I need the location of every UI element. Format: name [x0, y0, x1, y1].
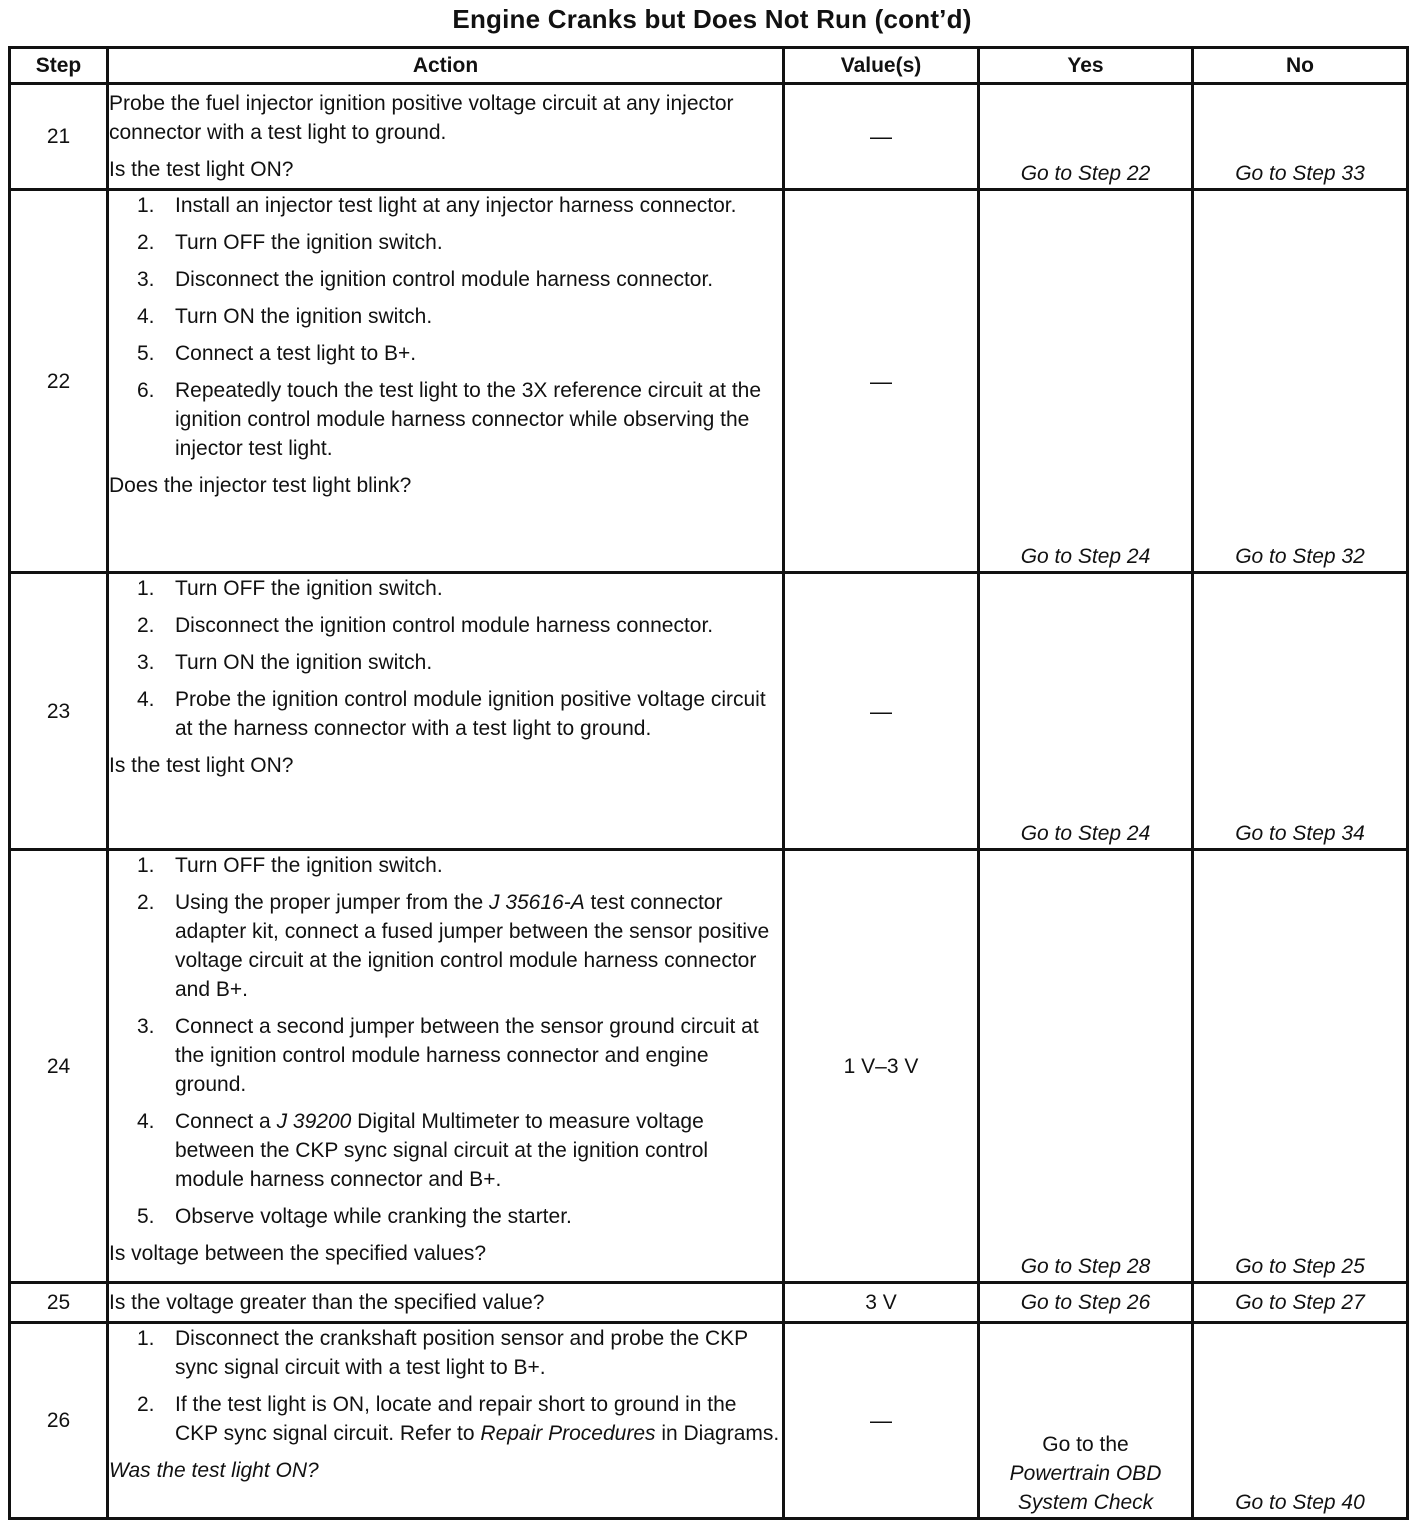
item-text: Probe the ignition control module ignition positive voltage circuit at the harness connector with a test light to ground. [175, 688, 766, 740]
item-text: Turn OFF the ignition switch. [175, 231, 443, 254]
no-result: Go to Step 32 [1193, 190, 1408, 573]
list-item [109, 1390, 782, 1448]
value-cell: 3 V [784, 1283, 979, 1323]
action-cell [108, 1283, 784, 1323]
item-number: 2. [137, 1393, 155, 1416]
table-row [10, 1283, 1408, 1323]
action-cell [108, 850, 784, 1283]
yes-result-line: System Check [1017, 1491, 1154, 1514]
item-number: 3. [137, 1015, 155, 1038]
item-number: 2. [137, 614, 155, 637]
value-cell: 1 V–3 V [784, 850, 979, 1283]
item-text: If the test light is ON, locate and repair short to ground in the CKP sync signal circuit. Refer to [175, 1393, 737, 1445]
list-item [109, 1202, 782, 1231]
item-text: Using the proper jumper from the [175, 891, 489, 914]
header-values: Value(s) [784, 48, 979, 84]
action-question: Does the injector test light blink? [109, 474, 412, 497]
table-row [10, 84, 1408, 190]
item-text: Turn OFF the ignition switch. [175, 854, 443, 877]
table-row [10, 850, 1408, 1283]
tool-reference: J 35616-A [488, 891, 585, 914]
list-item [109, 1107, 782, 1194]
tool-reference: J 39200 [276, 1110, 352, 1133]
value-cell: — [784, 1323, 979, 1519]
action-question: Was the test light ON? [109, 1459, 319, 1482]
step-number: 22 [10, 190, 108, 573]
step-number: 21 [10, 84, 108, 190]
list-item [109, 611, 782, 640]
table-row [10, 190, 1408, 573]
item-text: Disconnect the crankshaft position sensor and probe the CKP sync signal circuit with a test light to B+. [175, 1327, 748, 1379]
item-text: Turn OFF the ignition switch. [175, 577, 443, 600]
no-result: Go to Step 25 [1193, 850, 1408, 1283]
list-item [109, 191, 782, 220]
item-text: Turn ON the ignition switch. [175, 651, 433, 674]
yes-result: Go to Step 26 [979, 1283, 1193, 1323]
item-number: 3. [137, 651, 155, 674]
step-number: 26 [10, 1323, 108, 1519]
list-item [109, 1324, 782, 1382]
item-number: 3. [137, 268, 155, 291]
yes-result [979, 1323, 1193, 1519]
action-text: Probe the fuel injector ignition positive voltage circuit at any injector connector with a test light to ground. [109, 92, 734, 144]
no-result: Go to Step 27 [1193, 1283, 1408, 1323]
step-number: 25 [10, 1283, 108, 1323]
action-question: Is the voltage greater than the specified value? [109, 1291, 545, 1314]
item-number: 1. [137, 194, 155, 217]
list-item [109, 685, 782, 743]
list-item [109, 648, 782, 677]
item-text: Turn ON the ignition switch. [175, 305, 433, 328]
diagnostic-table [8, 46, 1409, 1520]
list-item [109, 228, 782, 257]
item-number: 2. [137, 231, 155, 254]
yes-result: Go to Step 22 [979, 84, 1193, 190]
item-text: Connect a [175, 1110, 277, 1133]
list-item [109, 339, 782, 368]
header-yes: Yes [979, 48, 1193, 84]
item-text: Disconnect the ignition control module harness connector. [175, 614, 714, 637]
item-text: Disconnect the ignition control module harness connector. [175, 268, 714, 291]
step-number: 23 [10, 573, 108, 850]
action-cell [108, 84, 784, 190]
item-number: 2. [137, 891, 155, 914]
list-item [109, 376, 782, 463]
item-number: 1. [137, 854, 155, 877]
item-text: Repeatedly touch the test light to the 3X reference circuit at the ignition control module harness connector while observing the injector test light. [175, 379, 762, 460]
action-question: Is the test light ON? [109, 158, 294, 181]
reference-link-text: Repair Procedures [480, 1422, 656, 1445]
action-steps [109, 1324, 782, 1448]
no-result: Go to Step 40 [1193, 1323, 1408, 1519]
yes-result: Go to Step 24 [979, 190, 1193, 573]
item-number: 4. [137, 1110, 155, 1133]
value-cell: — [784, 190, 979, 573]
table-row [10, 1323, 1408, 1519]
item-number: 1. [137, 577, 155, 600]
header-action: Action [108, 48, 784, 84]
item-number: 6. [137, 379, 155, 402]
no-result: Go to Step 34 [1193, 573, 1408, 850]
item-text: in Diagrams. [655, 1422, 780, 1445]
action-question: Is voltage between the specified values? [109, 1242, 487, 1265]
list-item [109, 851, 782, 880]
table-row [10, 573, 1408, 850]
item-text: test connector adapter kit, connect a fused jumper between the sensor positive voltage circuit at the ignition control module harness connector and B+. [175, 891, 770, 1001]
item-number: 5. [137, 342, 155, 365]
action-cell [108, 190, 784, 573]
no-result: Go to Step 33 [1193, 84, 1408, 190]
list-item [109, 265, 782, 294]
action-steps [109, 191, 782, 463]
yes-result: Go to Step 28 [979, 850, 1193, 1283]
action-question: Is the test light ON? [109, 754, 294, 777]
item-text: Connect a test light to B+. [175, 342, 417, 365]
value-cell: — [784, 573, 979, 850]
action-steps [109, 851, 782, 1231]
item-text: Connect a second jumper between the sensor ground circuit at the ignition control module harness connector and engine ground. [175, 1015, 759, 1096]
item-text: Observe voltage while cranking the starter. [175, 1205, 572, 1228]
yes-result-line: Powertrain OBD [1009, 1462, 1162, 1485]
item-number: 1. [137, 1327, 155, 1350]
list-item [109, 1012, 782, 1099]
item-number: 5. [137, 1205, 155, 1228]
action-cell [108, 1323, 784, 1519]
list-item [109, 574, 782, 603]
yes-result-line: Go to the [1042, 1433, 1129, 1456]
step-number: 24 [10, 850, 108, 1283]
table-header-row [10, 48, 1408, 84]
header-no: No [1193, 48, 1408, 84]
header-step: Step [10, 48, 108, 84]
action-cell [108, 573, 784, 850]
value-cell: — [784, 84, 979, 190]
page-title: Engine Cranks but Does Not Run (cont’d) [452, 4, 972, 34]
list-item [109, 888, 782, 1004]
item-text: Install an injector test light at any injector harness connector. [175, 194, 737, 217]
action-steps [109, 574, 782, 743]
item-text: Digital Multimeter to measure voltage between the CKP sync signal circuit at the ignition control module harness connector and B+. [175, 1110, 709, 1191]
list-item [109, 302, 782, 331]
yes-result: Go to Step 24 [979, 573, 1193, 850]
item-number: 4. [137, 305, 155, 328]
item-number: 4. [137, 688, 155, 711]
